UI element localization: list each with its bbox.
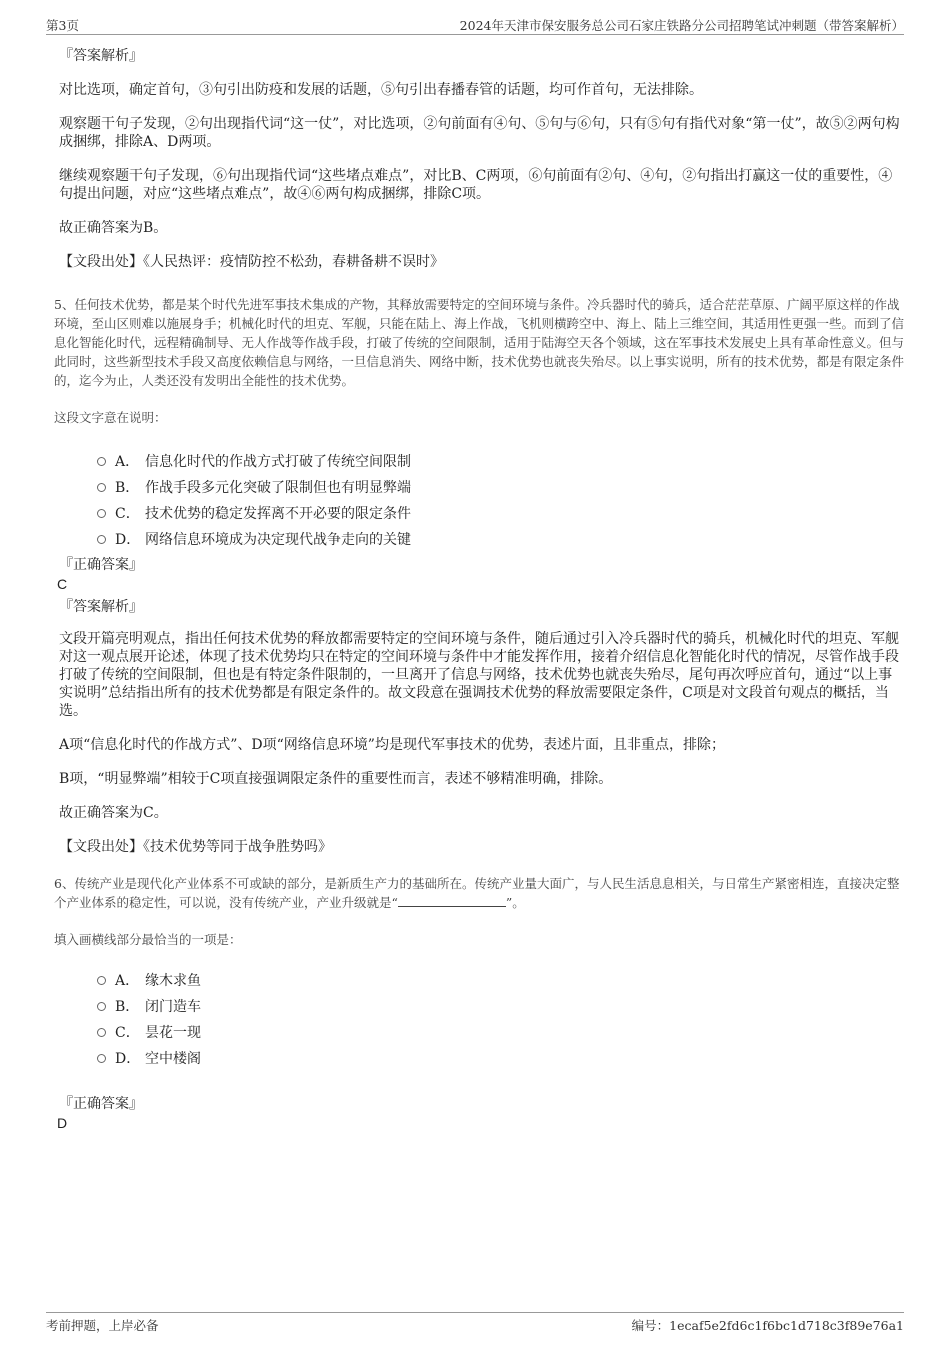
option-letter: A． <box>115 454 140 470</box>
footer-slogan: 考前押题，上岸必备 <box>46 1318 159 1333</box>
correct-answer: C <box>57 576 68 592</box>
analysis-paragraph: A项“信息化时代的作战方式”、D项“网络信息环境”均是现代军事技术的优势，表述片面，且非重点，排除； <box>59 737 725 753</box>
question-6 <box>54 874 904 1132</box>
q4-analysis <box>54 46 904 271</box>
radio-button[interactable] <box>97 976 106 985</box>
correct-answer-label: 『正确答案』 <box>59 1096 143 1112</box>
option-text: 作战手段多元化突破了限制但也有明显弊端 <box>145 480 411 496</box>
source-citation: 【文段出处】《人民热评：疫情防控不松劲，春耕备耕不误时》 <box>59 254 444 270</box>
page-header <box>46 14 904 35</box>
page-footer <box>46 1312 904 1333</box>
option-letter: A． <box>115 973 140 989</box>
option-letter: D． <box>115 532 141 548</box>
analysis-paragraph: 文段开篇亮明观点，指出任何技术优势的释放都需要特定的空间环境与条件，随后通过引入冷兵器时代的骑兵，机械化时代的坦克、军舰对这一观点展开论述，体现了技术优势均只在特定的空间环境与条件中才能发挥作用，接着介绍信息化智能化时代的情况，尽管作战手段打破了传统的空间限制，但也是有特定条件限制的，一旦离开了信息与网络，技术优势也就丧失殆尽，尾句再次呼应首句，通过“以上事实说明”总结指出所有的技术优势都是有限定条件的。故文段意在强调技术优势的释放需要限定条件，C项是对文段首句观点的概括，当选。 <box>59 631 899 719</box>
analysis-label: 『答案解析』 <box>59 48 143 64</box>
document-title: 2024年天津市保安服务总公司石家庄铁路分公司招聘笔试冲刺题（带答案解析） <box>459 18 904 33</box>
radio-button[interactable] <box>97 457 106 466</box>
analysis-paragraph: 故正确答案为B。 <box>59 220 168 236</box>
analysis-paragraph: B项，“明显弊端”相较于C项直接强调限定条件的重要性而言，表述不够精准明确，排除。 <box>59 771 613 787</box>
option-list <box>54 968 904 1072</box>
option-letter: B． <box>115 999 140 1015</box>
page-content <box>54 46 904 1132</box>
question-5 <box>54 295 904 856</box>
correct-answer-label: 『正确答案』 <box>59 557 143 573</box>
option-c[interactable] <box>54 501 904 527</box>
analysis-label: 『答案解析』 <box>59 599 143 615</box>
option-text: 闭门造车 <box>145 999 201 1015</box>
fill-blank <box>398 894 506 907</box>
option-text: 信息化时代的作战方式打破了传统空间限制 <box>145 454 411 470</box>
analysis-paragraph: 故正确答案为C。 <box>59 805 168 821</box>
question-prompt: 这段文字意在说明： <box>54 410 167 425</box>
question-stem: 5、任何技术优势，都是某个时代先进军事技术集成的产物，其释放需要特定的空间环境与条件。冷兵器时代的骑兵，适合茫茫草原、广阔平原这样的作战环境，至山区则难以施展身手；机械化时代的坦克、军舰，只能在陆上、海上作战，飞机则横跨空中、海上、陆上三维空间，其适用性更强一些。而到了信息化智能化时代，远程精确制导、无人作战等作战手段，打破了传统的空间限制，适用于陆海空天各个领域，这在军事技术发展史上具有革命性意义。但与此同时，这些新型技术手段又高度依赖信息与网络，一旦信息消失、网络中断，技术优势也就丧失殆尽。以上事实说明，所有的技术优势，都是有限定条件的，迄今为止，人类还没有发明出全能性的技术优势。 <box>54 297 905 388</box>
option-list <box>54 449 904 553</box>
option-letter: C． <box>115 506 140 522</box>
stem-text-end: ”。 <box>505 895 525 910</box>
analysis-paragraph: 观察题干句子发现，②句出现指代词“这一仗”，对比选项，②句前面有④句、⑤句与⑥句，只有⑤句有指代对象“第一仗”，故⑤②两句构成捆绑，排除A、D两项。 <box>59 116 900 150</box>
option-d[interactable] <box>54 1046 904 1072</box>
correct-answer: D <box>57 1115 68 1131</box>
option-letter: D． <box>115 1051 141 1067</box>
option-b[interactable] <box>54 994 904 1020</box>
option-text: 缘木求鱼 <box>145 973 201 989</box>
question-prompt: 填入画横线部分最恰当的一项是： <box>54 932 242 947</box>
option-a[interactable] <box>54 449 904 475</box>
radio-button[interactable] <box>97 1054 106 1063</box>
option-c[interactable] <box>54 1020 904 1046</box>
option-letter: C． <box>115 1025 140 1041</box>
option-b[interactable] <box>54 475 904 501</box>
radio-button[interactable] <box>97 1002 106 1011</box>
document-id: 编号：1ecaf5e2fd6c1f6bc1d718c3f89e76a1 <box>631 1318 904 1333</box>
option-text: 技术优势的稳定发挥离不开必要的限定条件 <box>145 506 411 522</box>
option-text: 空中楼阁 <box>145 1051 201 1067</box>
analysis-paragraph: 继续观察题干句子发现，⑥句出现指代词“这些堵点难点”，对比B、C两项，⑥句前面有②句、④句，②句指出打赢这一仗的重要性，④句提出问题，对应“这些堵点难点”，故④⑥两句构成捆绑，排除C项。 <box>59 168 893 202</box>
option-text: 昙花一现 <box>145 1025 201 1041</box>
option-d[interactable] <box>54 527 904 553</box>
page-number: 第3页 <box>46 18 79 33</box>
question-stem <box>54 874 904 912</box>
radio-button[interactable] <box>97 509 106 518</box>
radio-button[interactable] <box>97 1028 106 1037</box>
analysis-paragraph: 对比选项，确定首句，③句引出防疫和发展的话题，⑤句引出春播春管的话题，均可作首句，无法排除。 <box>59 82 703 98</box>
radio-button[interactable] <box>97 483 106 492</box>
stem-text: 6、传统产业是现代化产业体系不可或缺的部分，是新质生产力的基础所在。传统产业量大面广，与人民生活息息相关，与日常生产紧密相连，直接决定整个产业体系的稳定性，可以说，没有传统产业，产业升级就是“ <box>54 876 900 910</box>
option-a[interactable] <box>54 968 904 994</box>
option-letter: B． <box>115 480 140 496</box>
option-text: 网络信息环境成为决定现代战争走向的关键 <box>145 532 411 548</box>
source-citation: 【文段出处】《技术优势等同于战争胜势吗》 <box>59 839 332 855</box>
radio-button[interactable] <box>97 535 106 544</box>
